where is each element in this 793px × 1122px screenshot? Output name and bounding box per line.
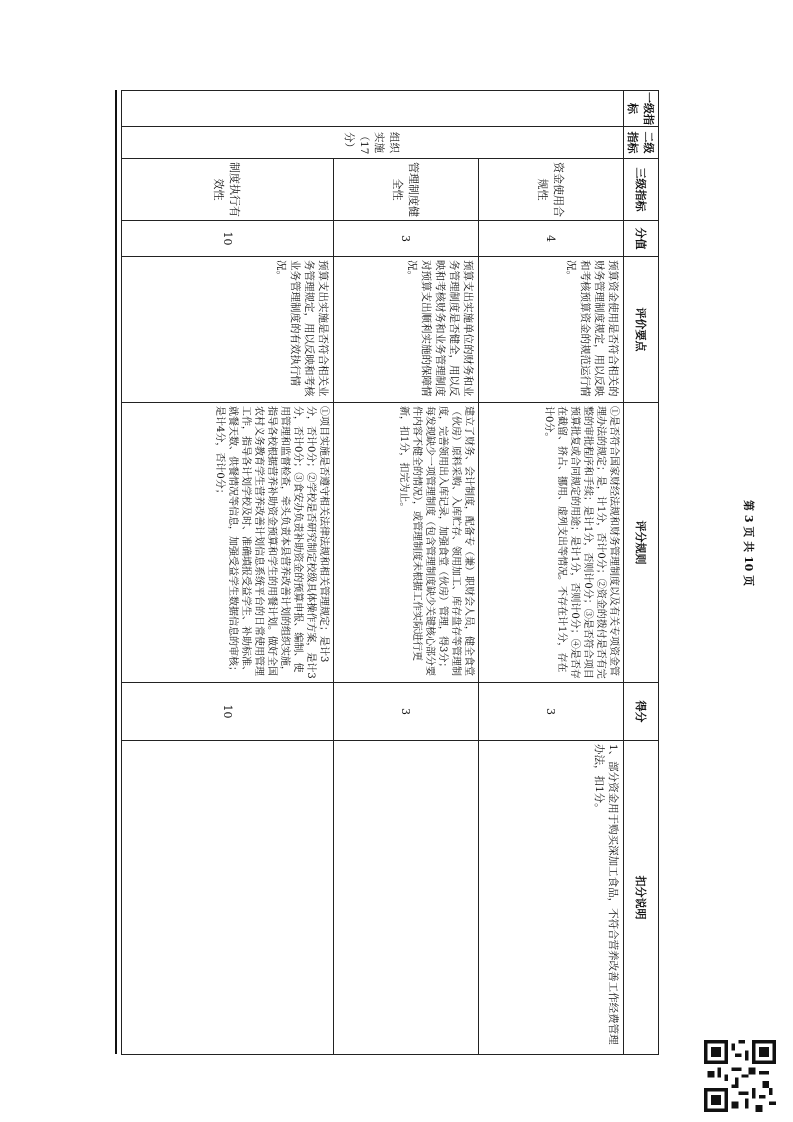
tertiary-cell: 制度执行有效性: [122, 159, 334, 221]
col-header-key-points: 评价要点: [624, 257, 659, 403]
page-number: 第 3 页 共 10 页: [742, 500, 755, 587]
rules-cell: ①是否符合国家财经法规和财务管理制度以及有关专项资金管理办法的规定；是，计1分，否计0分；②资金的拨付是否有完整的审批程序和手续；是计1分，否则计0分；③是否符合项目预算批复或合同规定的用途；是计1分，否则计0分；④是否存在截留、挤占、挪用、虚列支出等情况。不存在计1分，存在计0分。: [478, 403, 623, 683]
score-cell: 3: [478, 683, 623, 741]
key-points-cell: 预算支出实施是否符合相关业务管理规定，用以反映和考核业务管理制度的有效执行情况。: [122, 257, 334, 403]
col-header-score-value: 分值: [624, 221, 659, 257]
col-header-rules: 评分规则: [624, 403, 659, 683]
evaluation-grid: [121, 90, 659, 1055]
col-header-deduction: 扣分说明: [624, 741, 659, 1055]
rules-cell: ①项目实施是否遵守相关法律法规和相关管理规定；是计3分，否计0分；②学校是否研究制定校级具体操作方案，是计3分，否计0分；③食安办负责补助资金的预算申报、编制、使用管理和监督检查，牵头负责本县营养改善计划的组织实施，指导各校根据营养补助资金预算和学生的用餐计划。做好全国农村义务教育学生营养改善计划信息系统平台的日常使用管理工作，指导各计划学校及时、准确填报受益学生、补助标准、就餐天数、供餐情况等信息，加强受益学生数据信息的审核；是计4分，否计0分；: [122, 403, 334, 683]
first-level-cell: [122, 91, 624, 127]
col-header-second-level: 二级指标: [624, 127, 659, 159]
deduction-cell: [122, 741, 334, 1055]
deduction-cell: 1、部分资金用于购买深加工食品，不符合营养改善工作经费管理办法，扣1分。: [478, 741, 623, 1055]
table-row: [333, 91, 478, 1055]
col-header-first-level: 一级指标: [624, 91, 659, 127]
score-value-cell: 3: [333, 221, 478, 257]
deduction-cell: [333, 741, 478, 1055]
second-level-cell: 组织实施 （17分）: [122, 127, 624, 159]
key-points-cell: 预算支出实施单位的财务和业务管理制度是否健全，用以反映和考核财务和业务管理制度对预算支出顺利实施的保障情况。: [333, 257, 478, 403]
score-cell: 3: [333, 683, 478, 741]
table-row: [478, 91, 623, 1055]
score-cell: 10: [122, 683, 334, 741]
qr-code-icon: [704, 1040, 776, 1112]
tertiary-cell: 管理制度健全性: [333, 159, 478, 221]
tertiary-cell: 资金使用合规性: [478, 159, 623, 221]
col-header-score: 得分: [624, 683, 659, 741]
score-value-cell: 10: [122, 221, 334, 257]
score-value-cell: 4: [478, 221, 623, 257]
key-points-cell: 预算资金使用是否符合相关的财务管理制度规定，用以反映和考核预算资金的规范运行情况。: [478, 257, 623, 403]
col-header-third-level: 三级指标: [624, 159, 659, 221]
table-row: [122, 91, 334, 1055]
header-rule: [115, 90, 117, 1054]
rules-cell: 建立了财务、会计制度，配备专（兼）职财会人员，健全食堂（伙房）原料采购、入库贮存、领用加工、库存盘存等管理制度，完善领用出入库记录，加强食堂（伙房）管理，得3分；每发现缺少一项管理制度（包含管理制度缺少关键核心部分要件内容不健全的情况），或管理制度未根据工作实际进行更新，扣1分，扣完为止。: [333, 403, 478, 683]
